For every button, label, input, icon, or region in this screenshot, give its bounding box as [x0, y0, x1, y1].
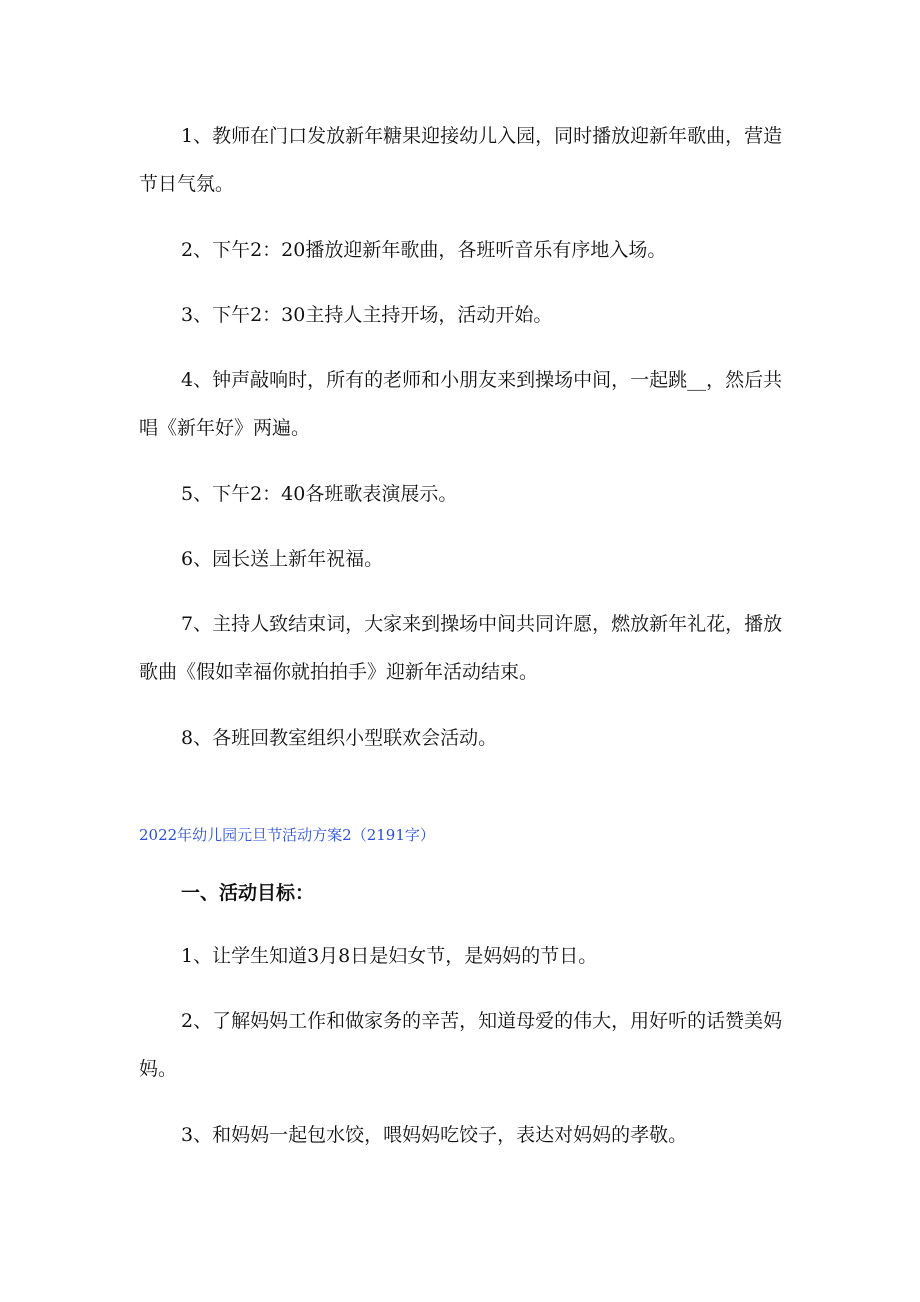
section-heading: 一、活动目标： [181, 882, 315, 904]
paragraph-item-5: 5、下午2：40各班歌表演展示。 [181, 483, 458, 505]
goal-item-1: 1、让学生知道3月8日是妇女节，是妈妈的节日。 [181, 945, 598, 967]
goal-item-2: 2、了解妈妈工作和做家务的辛苦，知道母爱的伟大，用好听的话赞美妈妈。 [139, 1010, 783, 1080]
paragraph-item-3: 3、下午2：30主持人主持开场，活动开始。 [181, 304, 553, 326]
section-title-link[interactable]: 2022年幼儿园元旦节活动方案2（2191字） [139, 826, 435, 844]
paragraph-item-6: 6、园长送上新年祝福。 [181, 548, 384, 570]
goal-item-3: 3、和妈妈一起包水饺，喂妈妈吃饺子，表达对妈妈的孝敬。 [181, 1124, 688, 1146]
paragraph-item-8: 8、各班回教室组织小型联欢会活动。 [181, 727, 498, 749]
paragraph-item-1: 1、教师在门口发放新年糖果迎接幼儿入园，同时播放迎新年歌曲，营造节日气氛。 [139, 125, 783, 195]
paragraph-item-4: 4、钟声敲响时，所有的老师和小朋友来到操场中间，一起跳__，然后共唱《新年好》两遍。 [139, 369, 783, 439]
paragraph-item-7: 7、主持人致结束词，大家来到操场中间共同许愿，燃放新年礼花，播放歌曲《假如幸福你就拍拍手》迎新年活动结束。 [139, 613, 783, 683]
paragraph-item-2: 2、下午2：20播放迎新年歌曲，各班听音乐有序地入场。 [181, 239, 667, 261]
